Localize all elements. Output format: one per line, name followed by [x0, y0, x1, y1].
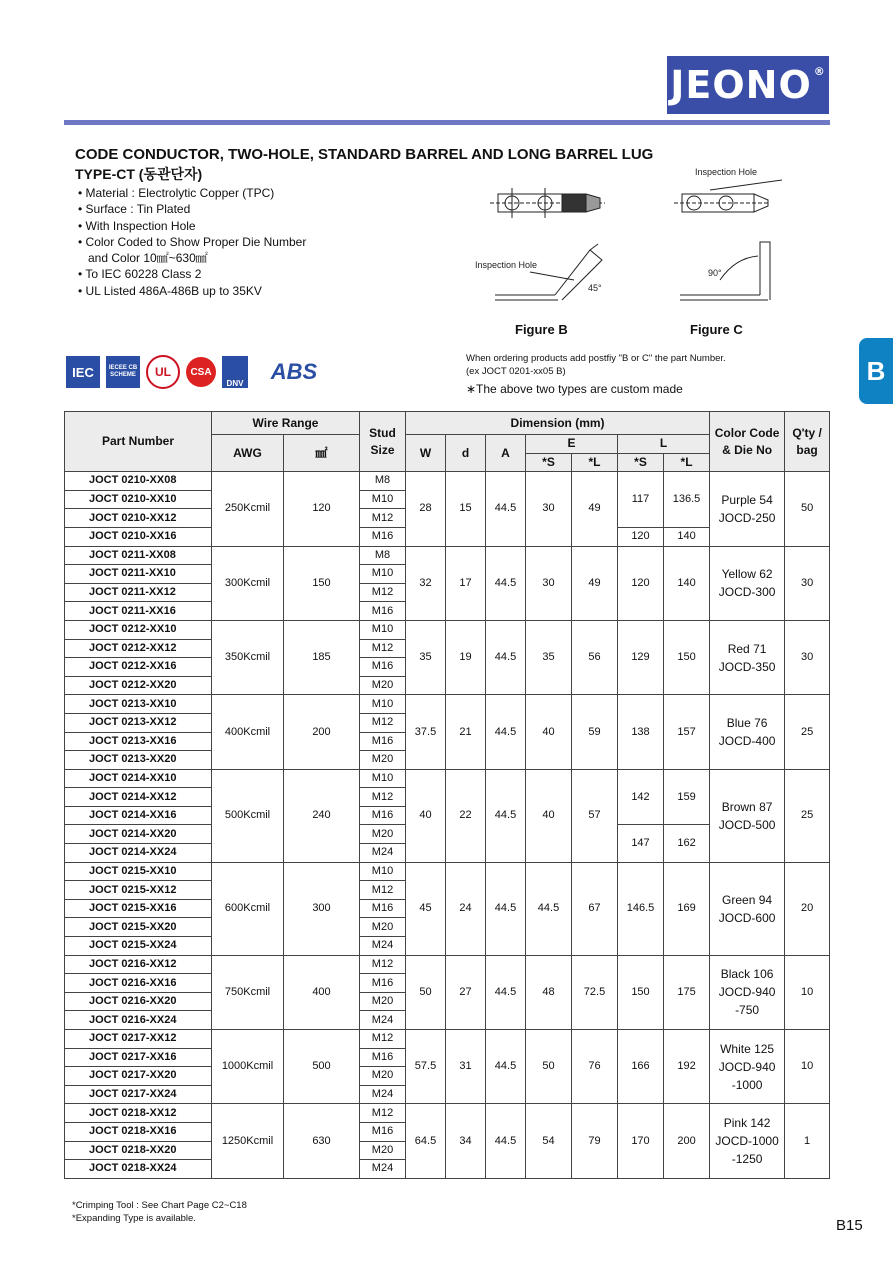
stud-size-cell: M12 [360, 955, 406, 974]
qty-cell: 25 [785, 695, 830, 769]
l-s-cell: 147 [618, 825, 664, 862]
table-body [65, 472, 830, 1179]
part-number-cell: JOCT 0218-XX24 [65, 1160, 212, 1179]
color-code-line: Black 106 [720, 967, 774, 982]
awg-cell: 1000Kcmil [212, 1030, 284, 1104]
a-cell: 44.5 [486, 472, 526, 546]
stud-size-cell: M16 [360, 732, 406, 751]
e-s-cell: 44.5 [526, 862, 572, 955]
color-code-line: JOCD-350 [718, 659, 776, 674]
header-wire-range: Wire Range [212, 412, 360, 435]
part-number-cell: JOCT 0213-XX10 [65, 695, 212, 714]
color-code-cell [710, 695, 785, 769]
section-tab-b: B [859, 338, 893, 404]
awg-cell: 500Kcmil [212, 769, 284, 862]
header-e: E [526, 435, 618, 454]
e-l-cell: 57 [572, 769, 618, 862]
l-l-cell: 162 [664, 825, 710, 862]
mm2-cell: 185 [284, 620, 360, 694]
part-number-cell: JOCT 0214-XX10 [65, 769, 212, 788]
color-code-line: JOCD-940 [718, 985, 776, 1000]
part-number-cell: JOCT 0214-XX12 [65, 788, 212, 807]
l-s-cell: 142 [618, 769, 664, 825]
stud-size-cell: M10 [360, 862, 406, 881]
header-qty: Q'ty / bag [785, 412, 830, 472]
header-mm2: ㎟ [284, 435, 360, 472]
l-s-cell: 166 [618, 1030, 664, 1104]
mm2-cell: 300 [284, 862, 360, 955]
certification-logos [66, 352, 334, 392]
iec-logo: IEC [66, 356, 100, 388]
header-awg: AWG [212, 435, 284, 472]
inspection-hole-top-label: Inspection Hole [695, 167, 758, 177]
feature-item: • Color Coded to Show Proper Die Number [78, 234, 306, 250]
color-code-line: Pink 142 [723, 1116, 771, 1131]
header-e-l: *L [572, 453, 618, 472]
stud-size-cell: M16 [360, 806, 406, 825]
part-number-cell: JOCT 0216-XX24 [65, 1011, 212, 1030]
l-l-cell: 140 [664, 546, 710, 620]
color-code-line: Purple 54 [721, 492, 773, 507]
stud-size-cell: M20 [360, 676, 406, 695]
w-cell: 40 [406, 769, 446, 862]
feature-item: • Surface : Tin Plated [78, 201, 306, 217]
color-code-cell [710, 1104, 785, 1178]
order-note-line1: When ordering products add postfiy "B or C" the part Number. [466, 353, 726, 364]
stud-size-cell: M16 [360, 658, 406, 677]
part-number-cell: JOCT 0218-XX20 [65, 1141, 212, 1160]
stud-size-cell: M16 [360, 602, 406, 621]
part-number-cell: JOCT 0210-XX16 [65, 527, 212, 546]
e-l-cell: 79 [572, 1104, 618, 1178]
header-rule [64, 120, 830, 125]
e-l-cell: 67 [572, 862, 618, 955]
stud-size-cell: M20 [360, 1067, 406, 1086]
a-cell: 44.5 [486, 1030, 526, 1104]
color-code-line: Yellow 62 [721, 567, 773, 582]
header-e-s: *S [526, 453, 572, 472]
part-number-cell: JOCT 0216-XX16 [65, 974, 212, 993]
d-cell: 24 [446, 862, 486, 955]
color-code-cell [710, 472, 785, 546]
stud-size-cell: M12 [360, 713, 406, 732]
part-number-cell: JOCT 0213-XX16 [65, 732, 212, 751]
e-l-cell: 49 [572, 472, 618, 546]
e-s-cell: 54 [526, 1104, 572, 1178]
angle-b-label: 45° [588, 283, 602, 293]
stud-size-cell: M10 [360, 490, 406, 509]
color-code-line: White 125 [720, 1041, 775, 1056]
color-code-cell [710, 955, 785, 1029]
mm2-cell: 500 [284, 1030, 360, 1104]
l-s-cell: 120 [618, 527, 664, 546]
table-header [65, 412, 830, 472]
part-number-cell: JOCT 0210-XX08 [65, 472, 212, 491]
a-cell: 44.5 [486, 546, 526, 620]
color-code-line: JOCD-1000 [715, 1134, 779, 1149]
l-l-cell: 140 [664, 527, 710, 546]
l-s-cell: 129 [618, 620, 664, 694]
custom-note: ∗The above two types are custom made [466, 382, 683, 396]
stud-size-cell: M20 [360, 992, 406, 1011]
table-row [65, 862, 830, 881]
awg-cell: 750Kcmil [212, 955, 284, 1029]
part-number-cell: JOCT 0214-XX24 [65, 844, 212, 863]
color-code-cell [710, 546, 785, 620]
header-stud-size: Stud Size [360, 412, 406, 472]
part-number-cell: JOCT 0215-XX24 [65, 937, 212, 956]
w-cell: 28 [406, 472, 446, 546]
table-row [65, 620, 830, 639]
mm2-cell: 120 [284, 472, 360, 546]
footnote-expanding: *Expanding Type is available. [72, 1213, 196, 1224]
stud-size-cell: M8 [360, 546, 406, 565]
order-note-line2: (ex JOCT 0201-xx05 B) [466, 366, 566, 377]
part-number-cell: JOCT 0212-XX12 [65, 639, 212, 658]
lug-side-view-drawing [674, 180, 782, 212]
part-number-cell: JOCT 0218-XX12 [65, 1104, 212, 1123]
part-number-cell: JOCT 0212-XX10 [65, 620, 212, 639]
stud-size-cell: M10 [360, 620, 406, 639]
stud-size-cell: M12 [360, 1030, 406, 1049]
stud-size-cell: M24 [360, 937, 406, 956]
part-number-cell: JOCT 0210-XX12 [65, 509, 212, 528]
iecee-logo: IECEE CB SCHEME [106, 356, 140, 388]
mm2-cell: 150 [284, 546, 360, 620]
part-number-cell: JOCT 0216-XX12 [65, 955, 212, 974]
d-cell: 34 [446, 1104, 486, 1178]
order-note [466, 352, 726, 378]
color-code-line: Green 94 [722, 892, 773, 907]
figure-b-drawing [495, 244, 602, 300]
e-l-cell: 56 [572, 620, 618, 694]
w-cell: 45 [406, 862, 446, 955]
dnv-logo: DNV [222, 356, 248, 388]
e-l-cell: 49 [572, 546, 618, 620]
color-code-line: JOCD-500 [718, 817, 776, 832]
stud-size-cell: M16 [360, 527, 406, 546]
figure-c-caption: Figure C [690, 322, 743, 337]
w-cell: 50 [406, 955, 446, 1029]
l-s-cell: 120 [618, 546, 664, 620]
header-l-l: *L [664, 453, 710, 472]
w-cell: 32 [406, 546, 446, 620]
stud-size-cell: M16 [360, 899, 406, 918]
color-code-line: JOCD-940 [718, 1059, 776, 1074]
l-l-cell: 200 [664, 1104, 710, 1178]
l-s-cell: 146.5 [618, 862, 664, 955]
lug-spec-table [64, 411, 830, 1179]
footnotes [72, 1199, 247, 1225]
part-number-cell: JOCT 0215-XX12 [65, 881, 212, 900]
mm2-cell: 240 [284, 769, 360, 862]
e-l-cell: 72.5 [572, 955, 618, 1029]
e-l-cell: 59 [572, 695, 618, 769]
a-cell: 44.5 [486, 1104, 526, 1178]
color-code-cell [710, 862, 785, 955]
table-row [65, 769, 830, 788]
stud-size-cell: M12 [360, 881, 406, 900]
header-l: L [618, 435, 710, 454]
color-code-cell [710, 1030, 785, 1104]
color-code-line: -750 [735, 1003, 760, 1018]
l-l-cell: 169 [664, 862, 710, 955]
feature-item: • With Inspection Hole [78, 218, 306, 234]
stud-size-cell: M12 [360, 788, 406, 807]
part-number-cell: JOCT 0214-XX20 [65, 825, 212, 844]
stud-size-cell: M24 [360, 1085, 406, 1104]
l-s-cell: 117 [618, 472, 664, 528]
d-cell: 17 [446, 546, 486, 620]
feature-item: • Material : Electrolytic Copper (TPC) [78, 185, 306, 201]
color-code-line: -1250 [731, 1152, 763, 1167]
header-dimension: Dimension (mm) [406, 412, 710, 435]
part-number-cell: JOCT 0218-XX16 [65, 1122, 212, 1141]
w-cell: 64.5 [406, 1104, 446, 1178]
e-l-cell: 76 [572, 1030, 618, 1104]
page-subtitle: TYPE-CT (동관단자) [75, 166, 203, 182]
part-number-cell: JOCT 0212-XX16 [65, 658, 212, 677]
d-cell: 21 [446, 695, 486, 769]
brand-mark: ® [813, 64, 826, 78]
a-cell: 44.5 [486, 769, 526, 862]
e-s-cell: 40 [526, 769, 572, 862]
a-cell: 44.5 [486, 620, 526, 694]
l-s-cell: 138 [618, 695, 664, 769]
qty-cell: 10 [785, 1030, 830, 1104]
stud-size-cell: M24 [360, 1011, 406, 1030]
stud-size-cell: M24 [360, 1160, 406, 1179]
header-w: W [406, 435, 446, 472]
qty-cell: 30 [785, 620, 830, 694]
d-cell: 22 [446, 769, 486, 862]
page-number: B15 [836, 1217, 863, 1234]
inspection-hole-b-label: Inspection Hole [475, 260, 538, 270]
mm2-cell: 400 [284, 955, 360, 1029]
stud-size-cell: M12 [360, 583, 406, 602]
qty-cell: 50 [785, 472, 830, 546]
stud-size-cell: M10 [360, 695, 406, 714]
stud-size-cell: M12 [360, 1104, 406, 1123]
stud-size-cell: M20 [360, 1141, 406, 1160]
part-number-cell: JOCT 0217-XX24 [65, 1085, 212, 1104]
header-part-number: Part Number [65, 412, 212, 472]
part-number-cell: JOCT 0217-XX16 [65, 1048, 212, 1067]
stud-size-cell: M16 [360, 974, 406, 993]
mm2-cell: 200 [284, 695, 360, 769]
l-s-cell: 170 [618, 1104, 664, 1178]
l-l-cell: 136.5 [664, 472, 710, 528]
l-l-cell: 159 [664, 769, 710, 825]
part-number-cell: JOCT 0214-XX16 [65, 806, 212, 825]
stud-size-cell: M16 [360, 1048, 406, 1067]
color-code-line: Brown 87 [721, 799, 773, 814]
csa-logo: CSA [186, 357, 216, 387]
color-code-line: JOCD-400 [718, 734, 776, 748]
stud-size-cell: M16 [360, 1122, 406, 1141]
lug-drawings [470, 160, 790, 310]
color-code-cell [710, 769, 785, 862]
a-cell: 44.5 [486, 862, 526, 955]
color-code-line: Blue 76 [726, 716, 768, 730]
table-row [65, 472, 830, 491]
a-cell: 44.5 [486, 695, 526, 769]
table-row [65, 955, 830, 974]
color-code-line: JOCD-300 [718, 585, 776, 600]
l-l-cell: 157 [664, 695, 710, 769]
w-cell: 35 [406, 620, 446, 694]
d-cell: 15 [446, 472, 486, 546]
color-code-line: -1000 [731, 1077, 763, 1092]
brand-name: JEONO [670, 63, 812, 107]
d-cell: 27 [446, 955, 486, 1029]
l-s-cell: 150 [618, 955, 664, 1029]
header-l-s: *S [618, 453, 664, 472]
e-s-cell: 40 [526, 695, 572, 769]
w-cell: 37.5 [406, 695, 446, 769]
part-number-cell: JOCT 0215-XX20 [65, 918, 212, 937]
stud-size-cell: M20 [360, 825, 406, 844]
table-row [65, 695, 830, 714]
d-cell: 31 [446, 1030, 486, 1104]
e-s-cell: 30 [526, 472, 572, 546]
feature-list [78, 185, 306, 299]
brand-logo [667, 56, 829, 114]
stud-size-cell: M12 [360, 639, 406, 658]
feature-item: • To IEC 60228 Class 2 [78, 266, 306, 282]
e-s-cell: 35 [526, 620, 572, 694]
table-row [65, 546, 830, 565]
part-number-cell: JOCT 0215-XX10 [65, 862, 212, 881]
part-number-cell: JOCT 0217-XX20 [65, 1067, 212, 1086]
e-s-cell: 48 [526, 955, 572, 1029]
mm2-cell: 630 [284, 1104, 360, 1178]
stud-size-cell: M20 [360, 751, 406, 770]
l-l-cell: 192 [664, 1030, 710, 1104]
qty-cell: 1 [785, 1104, 830, 1178]
figure-b-caption: Figure B [515, 322, 568, 337]
awg-cell: 300Kcmil [212, 546, 284, 620]
awg-cell: 600Kcmil [212, 862, 284, 955]
angle-c-label: 90° [708, 268, 722, 278]
awg-cell: 250Kcmil [212, 472, 284, 546]
lug-top-view-drawing [490, 188, 605, 218]
part-number-cell: JOCT 0212-XX20 [65, 676, 212, 695]
ul-logo: UL [146, 355, 180, 389]
feature-item: • UL Listed 486A-486B up to 35KV [78, 283, 306, 299]
part-number-cell: JOCT 0211-XX16 [65, 602, 212, 621]
header-color-code: Color Code & Die No [710, 412, 785, 472]
table-row [65, 1030, 830, 1049]
e-s-cell: 30 [526, 546, 572, 620]
stud-size-cell: M10 [360, 769, 406, 788]
stud-size-cell: M20 [360, 918, 406, 937]
color-code-line: Red 71 [727, 641, 767, 656]
abs-logo: ABS [254, 356, 334, 388]
qty-cell: 10 [785, 955, 830, 1029]
part-number-cell: JOCT 0211-XX12 [65, 583, 212, 602]
l-l-cell: 150 [664, 620, 710, 694]
color-code-cell [710, 620, 785, 694]
header-a: A [486, 435, 526, 472]
a-cell: 44.5 [486, 955, 526, 1029]
color-code-line: JOCD-600 [718, 910, 776, 925]
l-l-cell: 175 [664, 955, 710, 1029]
awg-cell: 1250Kcmil [212, 1104, 284, 1178]
part-number-cell: JOCT 0213-XX20 [65, 751, 212, 770]
footnote-crimping: *Crimping Tool : See Chart Page C2~C18 [72, 1200, 247, 1211]
stud-size-cell: M12 [360, 509, 406, 528]
color-code-line: JOCD-250 [718, 510, 776, 525]
part-number-cell: JOCT 0211-XX10 [65, 565, 212, 584]
page-title: CODE CONDUCTOR, TWO-HOLE, STANDARD BARREL AND LONG BARREL LUG [75, 146, 654, 163]
e-s-cell: 50 [526, 1030, 572, 1104]
feature-item: and Color 10㎟~630㎟ [88, 251, 208, 266]
stud-size-cell: M24 [360, 844, 406, 863]
d-cell: 19 [446, 620, 486, 694]
figure-c-drawing [680, 242, 770, 300]
part-number-cell: JOCT 0217-XX12 [65, 1030, 212, 1049]
table-row [65, 1104, 830, 1123]
w-cell: 57.5 [406, 1030, 446, 1104]
part-number-cell: JOCT 0210-XX10 [65, 490, 212, 509]
awg-cell: 350Kcmil [212, 620, 284, 694]
qty-cell: 20 [785, 862, 830, 955]
awg-cell: 400Kcmil [212, 695, 284, 769]
header-d: d [446, 435, 486, 472]
stud-size-cell: M10 [360, 565, 406, 584]
qty-cell: 25 [785, 769, 830, 862]
part-number-cell: JOCT 0213-XX12 [65, 713, 212, 732]
part-number-cell: JOCT 0211-XX08 [65, 546, 212, 565]
part-number-cell: JOCT 0215-XX16 [65, 899, 212, 918]
stud-size-cell: M8 [360, 472, 406, 491]
qty-cell: 30 [785, 546, 830, 620]
part-number-cell: JOCT 0216-XX20 [65, 992, 212, 1011]
